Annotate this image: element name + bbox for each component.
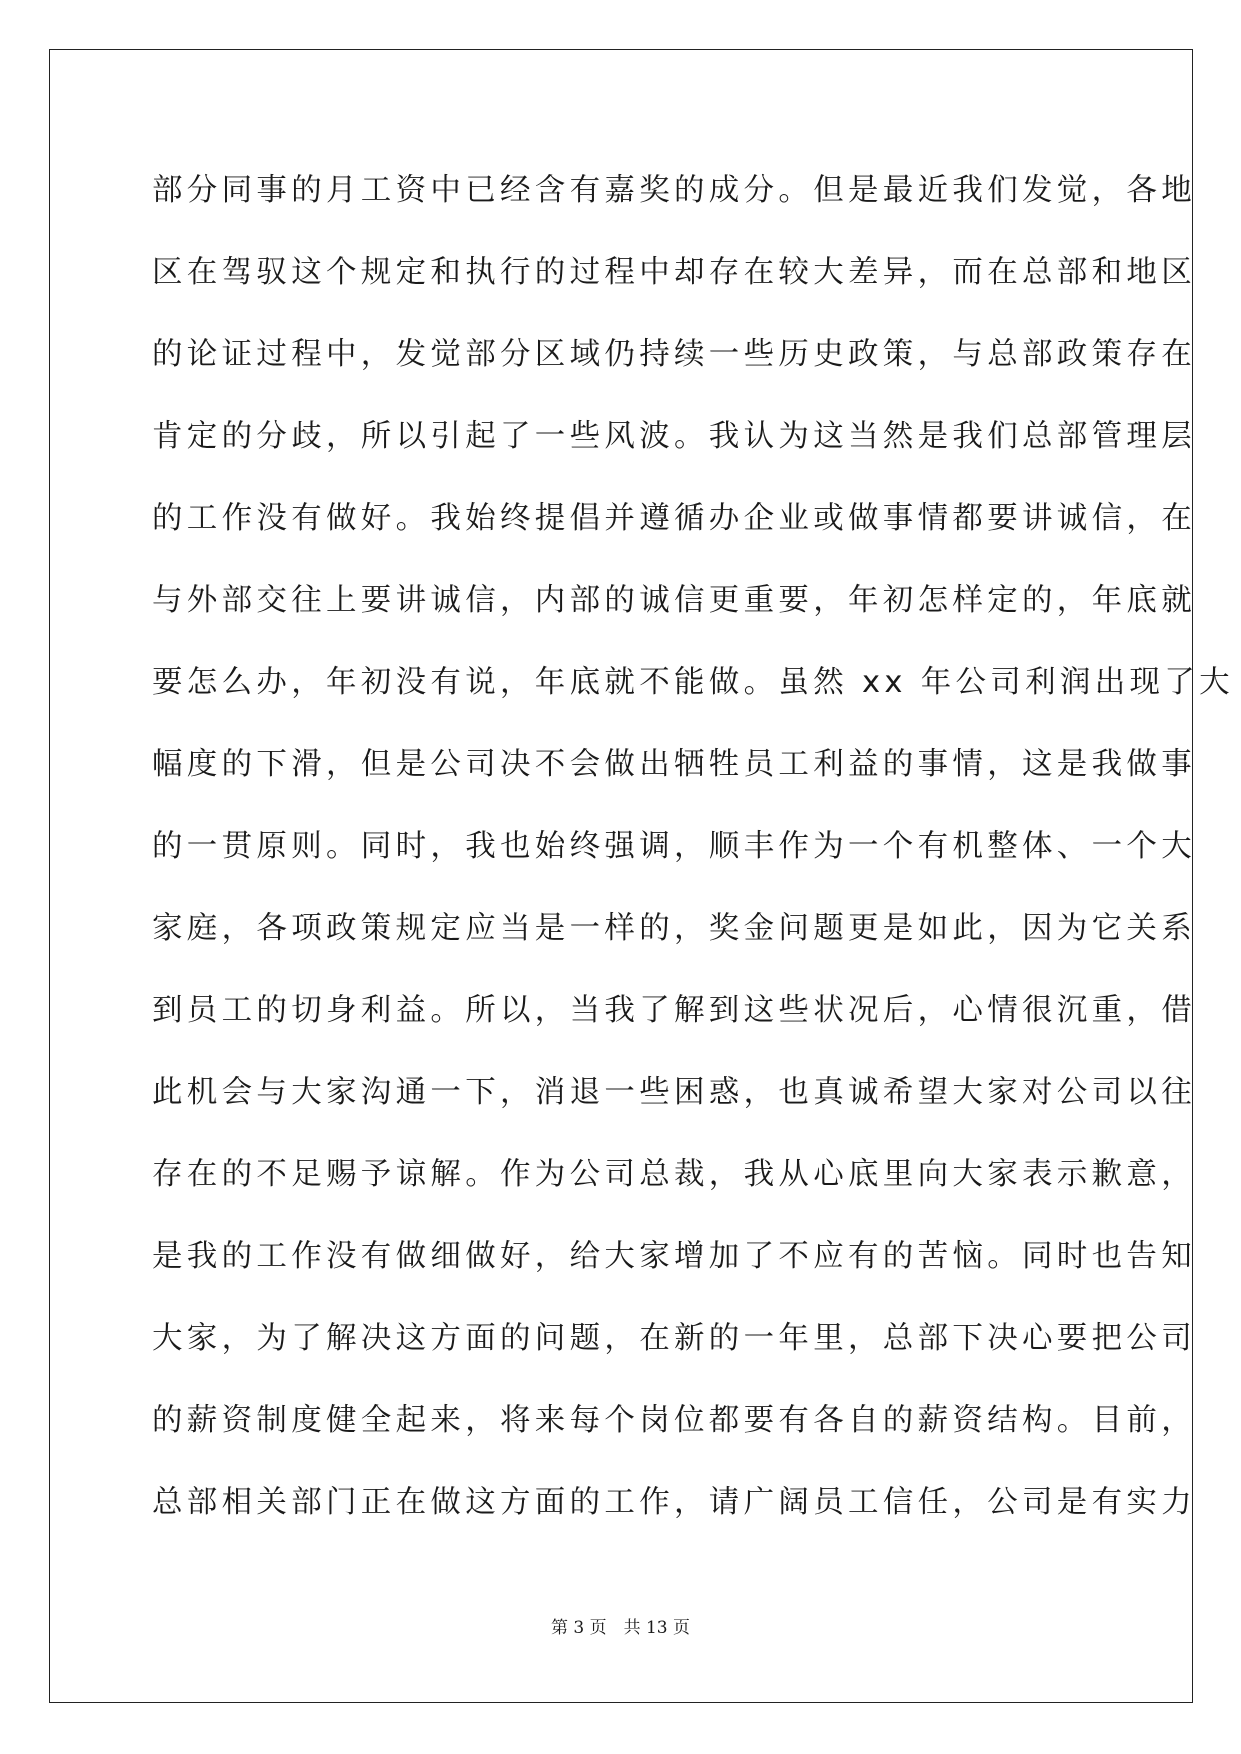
text-line: 要怎么办，年初没有说，年底就不能做。虽然 xx 年公司利润出现了大 bbox=[152, 665, 1234, 700]
text-line: 的薪资制度健全起来，将来每个岗位都要有各自的薪资结构。目前， bbox=[152, 1403, 1196, 1438]
text-line: 的论证过程中，发觉部分区域仍持续一些历史政策，与总部政策存在 bbox=[152, 337, 1196, 372]
text-line: 家庭，各项政策规定应当是一样的，奖金问题更是如此，因为它关系 bbox=[152, 911, 1196, 946]
text-line: 的一贯原则。同时，我也始终强调，顺丰作为一个有机整体、一个大 bbox=[152, 829, 1196, 864]
text-line: 部分同事的月工资中已经含有嘉奖的成分。但是最近我们发觉，各地 bbox=[152, 173, 1196, 208]
text-line: 的工作没有做好。我始终提倡并遵循办企业或做事情都要讲诚信，在 bbox=[152, 501, 1196, 536]
text-line: 此机会与大家沟通一下，消退一些困惑，也真诚希望大家对公司以往 bbox=[152, 1075, 1196, 1110]
text-line: 幅度的下滑，但是公司决不会做出牺牲员工利益的事情，这是我做事 bbox=[152, 747, 1196, 782]
page-number-footer: 第 3 页 共 13 页 bbox=[550, 1618, 691, 1638]
text-line: 大家，为了解决这方面的问题，在新的一年里，总部下决心要把公司 bbox=[152, 1321, 1196, 1356]
text-line: 是我的工作没有做细做好，给大家增加了不应有的苦恼。同时也告知 bbox=[152, 1239, 1196, 1274]
text-line: 区在驾驭这个规定和执行的过程中却存在较大差异，而在总部和地区 bbox=[152, 255, 1196, 290]
text-line: 到员工的切身利益。所以，当我了解到这些状况后，心情很沉重，借 bbox=[152, 993, 1196, 1028]
text-line: 总部相关部门正在做这方面的工作，请广阔员工信任，公司是有实力 bbox=[152, 1485, 1196, 1520]
text-line: 与外部交往上要讲诚信，内部的诚信更重要，年初怎样定的，年底就 bbox=[152, 583, 1196, 618]
text-line: 肯定的分歧，所以引起了一些风波。我认为这当然是我们总部管理层 bbox=[152, 419, 1196, 454]
text-line: 存在的不足赐予谅解。作为公司总裁，我从心底里向大家表示歉意， bbox=[152, 1157, 1196, 1192]
document-body bbox=[152, 160, 1234, 1554]
